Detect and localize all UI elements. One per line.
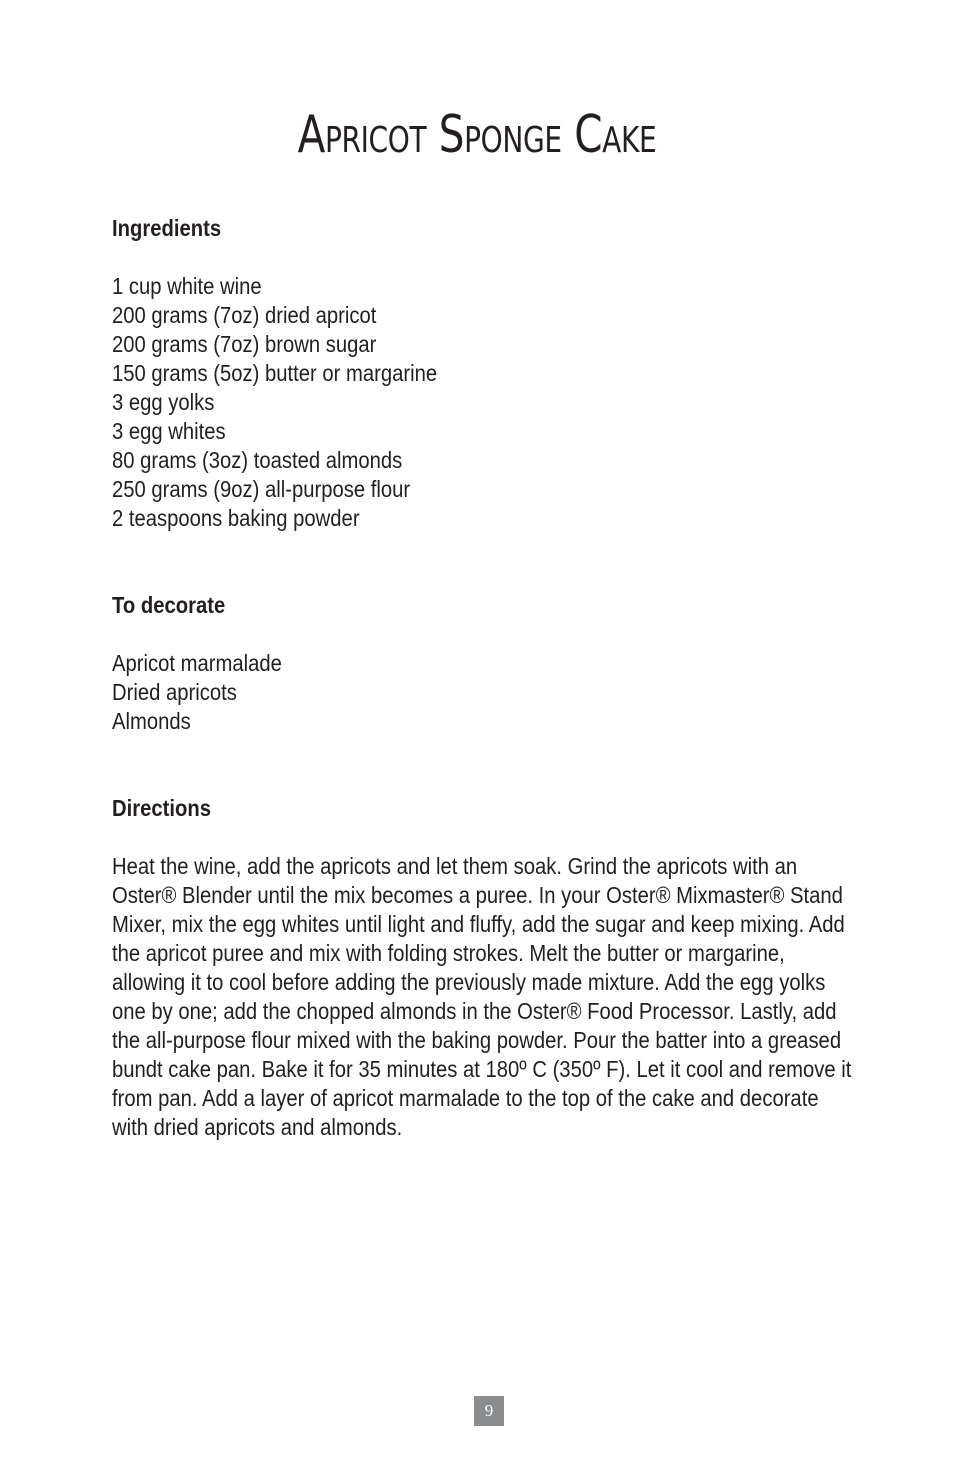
- list-item: 3 egg whites: [112, 418, 226, 444]
- list-item: 250 grams (9oz) all-purpose flour: [112, 476, 411, 502]
- ingredients-heading: [112, 214, 862, 243]
- list-item: 200 grams (7oz) brown sugar: [112, 331, 377, 357]
- list-item: 200 grams (7oz) dried apricot: [112, 302, 377, 328]
- directions-text: Heat the wine, add the apricots and let them soak. Grind the apricots with an Oster® Blender until the mix becomes a puree. In your Oster® Mixmaster® Stand Mixer, mix the egg whites until light and fluffy, add the sugar and keep mixing. Add the apricot puree and mix with folding strokes. Melt the butter or margarine, allowing it to cool before adding the previously made mixture. Add the egg yolks one by one; add the chopped almonds in the Oster® Food Processor. Lastly, add the all-purpose flour mixed with the baking powder. Pour the batter into a greased bundt cake pan. Bake it for 35 minutes at 180º C (350º F). Let it cool and remove it from pan. Add a layer of apricot marmalade to the top of the cake and decorate with dried apricots and almonds.: [112, 853, 852, 1140]
- list-item: 1 cup white wine: [112, 273, 262, 299]
- decorate-list: [112, 649, 862, 736]
- ingredients-heading-text: Ingredients: [112, 215, 222, 241]
- list-item: 2 teaspoons baking powder: [112, 505, 360, 531]
- decorate-heading-text: To decorate: [112, 592, 226, 618]
- decorate-heading: [112, 591, 862, 620]
- recipe-content: [112, 214, 862, 1142]
- list-item: 3 egg yolks: [112, 389, 215, 415]
- ingredients-list: [112, 272, 862, 533]
- list-item: 80 grams (3oz) toasted almonds: [112, 447, 403, 473]
- recipe-title: Apricot Sponge Cake: [297, 105, 657, 165]
- list-item: Dried apricots: [112, 679, 237, 705]
- list-item: 150 grams (5oz) butter or margarine: [112, 360, 438, 386]
- list-item: Almonds: [112, 708, 191, 734]
- page-number: 9: [474, 1396, 504, 1426]
- directions-heading-text: Directions: [112, 795, 211, 821]
- list-item: Apricot marmalade: [112, 650, 282, 676]
- directions-heading: [112, 794, 862, 823]
